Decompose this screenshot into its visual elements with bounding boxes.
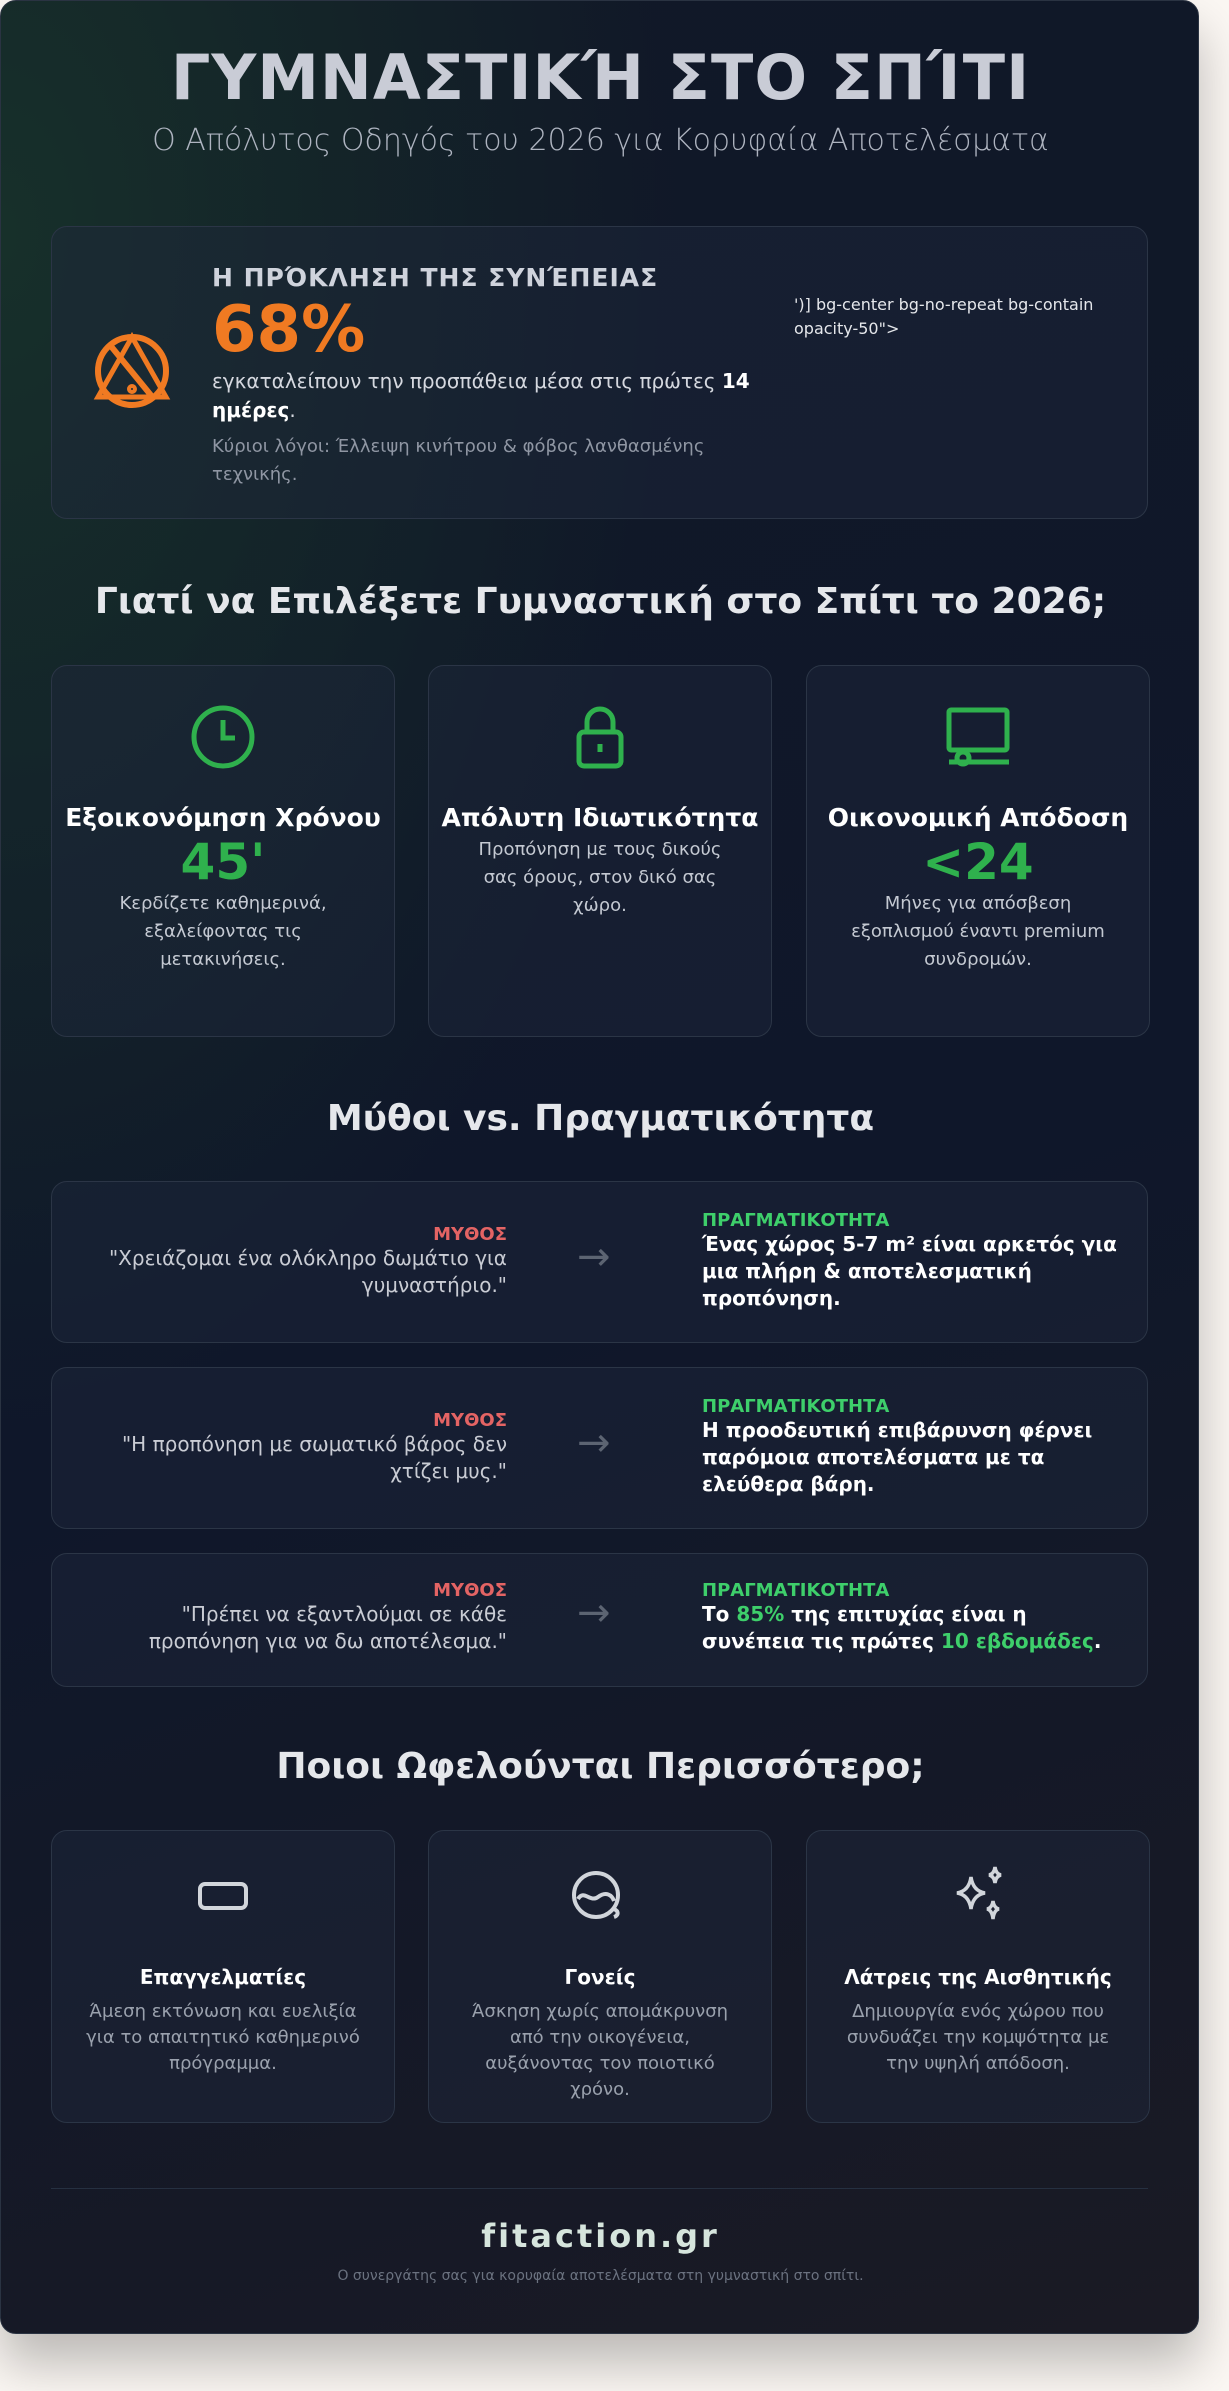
benefit-card xyxy=(806,665,1150,1037)
reality-side xyxy=(702,1396,1132,1498)
myth-side xyxy=(87,1224,507,1299)
audience-card xyxy=(51,1830,395,2123)
reality-label: ΠΡΑΓΜΑΤΙΚΟΤΗΤΑ xyxy=(702,1210,890,1231)
audience-title: Λάτρεις της Αισθητικής xyxy=(844,1965,1112,1989)
text: Το xyxy=(702,1602,737,1626)
myth-label: ΜΥΘΟΣ xyxy=(433,1224,507,1245)
benefit-desc: Κερδίζετε καθημερινά, εξαλείφοντας τις μετακινήσεις. xyxy=(119,893,327,970)
myth-text: "Χρειάζομαι ένα ολόκληρο δωμάτιο για γυμναστήριο." xyxy=(108,1246,507,1297)
why-heading: Γιατί να Επιλέξετε Γυμναστική στο Σπίτι το 2026; xyxy=(94,581,1107,622)
audience-card xyxy=(428,1830,772,2123)
family-icon xyxy=(429,1831,771,1943)
footer-divider xyxy=(51,2188,1148,2189)
benefit-stat: 45' xyxy=(180,833,266,891)
myth-side xyxy=(87,1580,507,1655)
text: . xyxy=(289,398,296,422)
benefit-title: Οικονομική Απόδοση xyxy=(827,803,1129,832)
page-subtitle: Ο Απόλυτος Οδηγός του 2026 για Κορυφαία Αποτελέσματα xyxy=(152,123,1049,158)
page-title: ΓΥΜΝΑΣΤΙΚΉ ΣΤΟ ΣΠΊΤΙ xyxy=(170,41,1031,114)
text: εγκαταλείπουν την προσπάθεια μέσα στις πρώτες xyxy=(212,369,722,393)
myths-heading: Μύθοι vs. Πραγματικότητα xyxy=(326,1098,875,1139)
benefit-desc: Προπόνηση με τους δικούς σας όρους, στον δικό σας χώρο. xyxy=(478,839,722,916)
reality-side xyxy=(702,1580,1132,1655)
reality-text: Η προοδευτική επιβάρυνση φέρνει παρόμοια αποτελέσματα με τα ελεύθερα βάρη. xyxy=(702,1418,1093,1496)
footer-tagline: Ο συνεργάτης σας για κορυφαία αποτελέσματα στη γυμναστική στο σπίτι. xyxy=(337,2268,864,2284)
benefit-title: Απόλυτη Ιδιωτικότητα xyxy=(441,803,759,832)
audience-desc: Δημιουργία ενός χώρου που συνδυάζει την κομψότητα με την υψηλή απόδοση. xyxy=(846,2001,1110,2074)
benefit-stat: <24 xyxy=(922,833,1034,891)
myth-row xyxy=(51,1367,1148,1529)
myth-text: "Η προπόνηση με σωματικό βάρος δεν χτίζει μυς." xyxy=(121,1432,507,1483)
arrow-right-icon: → xyxy=(577,1420,611,1466)
benefit-card xyxy=(51,665,395,1037)
reality-side xyxy=(702,1210,1132,1312)
audience-title: Γονείς xyxy=(564,1965,636,1989)
highlight: 10 εβδομάδες xyxy=(940,1629,1094,1653)
audience-heading: Ποιοι Ωφελούνται Περισσότερο; xyxy=(276,1746,925,1787)
reality-text xyxy=(702,1601,1132,1655)
audience-card xyxy=(806,1830,1150,2123)
briefcase-icon xyxy=(52,1831,394,1943)
text: . xyxy=(1093,1629,1102,1653)
arrow-right-icon: → xyxy=(577,1590,611,1636)
myth-row xyxy=(51,1553,1148,1687)
challenge-text xyxy=(212,367,772,425)
arrow-right-icon: → xyxy=(577,1234,611,1280)
benefit-desc: Μήνες για απόσβεση εξοπλισμού έναντι premium συνδρομών. xyxy=(851,893,1105,970)
myth-label: ΜΥΘΟΣ xyxy=(433,1410,507,1431)
reality-text: Ένας χώρος 5-7 m² είναι αρκετός για μια πλήρη & αποτελεσματική προπόνηση. xyxy=(702,1232,1117,1310)
myth-side xyxy=(87,1410,507,1485)
challenge-stat: 68% xyxy=(212,293,366,367)
sparkles-icon xyxy=(807,1831,1149,1943)
audience-title: Επαγγελματίες xyxy=(139,1965,307,1989)
benefit-card xyxy=(428,665,772,1037)
stray-markup-text: ')] bg-center bg-no-repeat bg-contain opacity-50"> xyxy=(794,295,1094,338)
lock-icon xyxy=(429,666,771,776)
benefit-title: Εξοικονόμηση Χρόνου xyxy=(65,803,381,832)
myth-label: ΜΥΘΟΣ xyxy=(433,1580,507,1601)
audience-desc: Άσκηση χωρίς απομάκρυνση από την οικογένεια, αυξάνοντας τον ποιοτικό χρόνο. xyxy=(471,2001,729,2100)
clock-icon xyxy=(52,666,394,776)
highlight: 14 ημέρες xyxy=(212,369,750,422)
myth-text: "Πρέπει να εξαντλούμαι σε κάθε προπόνηση για να δω αποτέλεσμα." xyxy=(148,1602,507,1653)
highlight: 85% xyxy=(736,1602,785,1626)
challenge-heading: Η ΠΡΌΚΛΗΣΗ ΤΗΣ ΣΥΝΈΠΕΙΑΣ xyxy=(212,263,659,292)
equipment-icon xyxy=(807,666,1149,776)
challenge-card xyxy=(51,226,1148,519)
reality-label: ΠΡΑΓΜΑΤΙΚΟΤΗΤΑ xyxy=(702,1396,890,1417)
footer-brand: fitaction.gr xyxy=(481,2217,720,2255)
myth-row xyxy=(51,1181,1148,1343)
audience-desc: Άμεση εκτόνωση και ευελιξία για το απαιτητικό καθημερινό πρόγραμμα. xyxy=(86,2001,360,2074)
text: της επιτυχίας είναι η συνέπεια τις πρώτες xyxy=(702,1602,1027,1653)
challenge-reasons: Κύριοι λόγοι: Έλλειψη κινήτρου & φόβος λανθασμένης τεχνικής. xyxy=(212,436,705,485)
warning-icon xyxy=(90,327,174,415)
reality-label: ΠΡΑΓΜΑΤΙΚΟΤΗΤΑ xyxy=(702,1580,890,1601)
